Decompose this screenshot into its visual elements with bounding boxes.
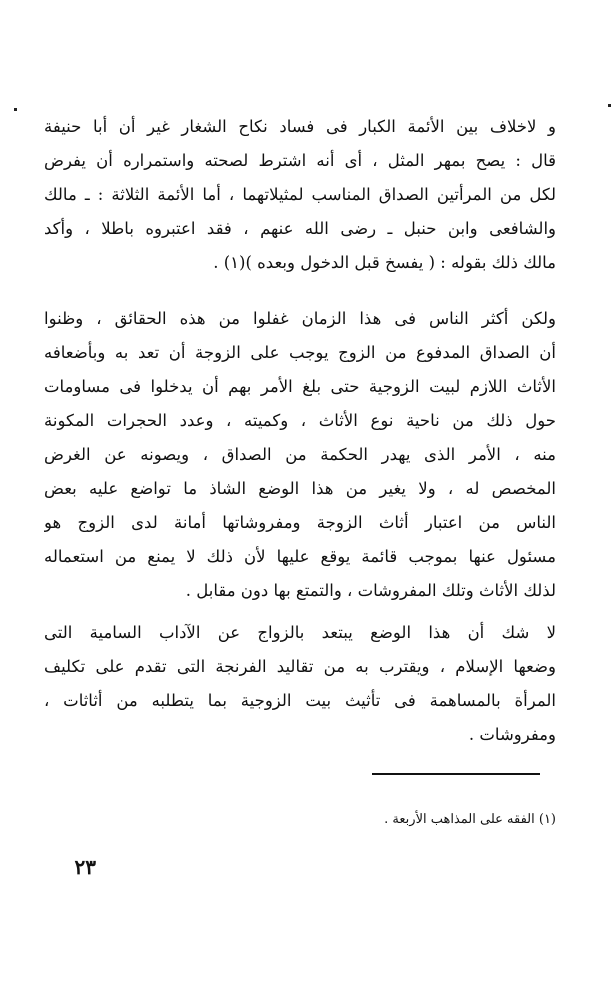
footnote-divider [372, 773, 540, 775]
text-line: أن الصداق المدفوع من الزوج يوجب على الزوجة أن تعد به وبأضعافه [44, 343, 556, 362]
text-line: منه ، الأمر الذى يهدر الحكمة من الصداق ، ويصونه عن الغرض [44, 445, 556, 464]
text-line: المخصص له ، ولا يغير من هذا الوضع الشاذ ما تواضع عليه بعض [44, 479, 556, 498]
paragraph-2 [44, 302, 556, 608]
text-line: مسئول عنها بموجب قائمة يوقع عليها لأن ذلك لا يمنع من استعماله [44, 547, 556, 566]
text-line: لذلك الأثاث وتلك المفروشات ، والتمتع بها دون مقابل . [185, 581, 556, 600]
footnote: (١) الفقه على المذاهب الأربعة . [384, 812, 556, 827]
text-line: والشافعى وابن حنبل ـ رضى الله عنهم ، فقد اعتبروه باطلا ، وأكد [44, 219, 556, 238]
text-line: الأثاث اللازم لبيت الزوجية حتى بلغ الأمر بهم أن يدخلوا فى مساومات [44, 377, 556, 396]
text-line: لا شك أن هذا الوضع يبتعد بالزواج عن الآداب السامية التى [44, 623, 556, 642]
text-line: قال : يصح بمهر المثل ، أى أنه اشترط لصحته واستمراره أن يفرض [44, 151, 556, 170]
text-line: مالك ذلك بقوله : ( يفسخ قبل الدخول وبعده )(١) . [213, 253, 556, 272]
text-line: حول ذلك من ناحية نوع الأثاث ، وكميته ، وعدد الحجرات المكونة [44, 411, 556, 430]
text-line: الناس من اعتبار أثاث الزوجة ومفروشاتها أمانة لدى الزوج هو [44, 513, 556, 532]
text-line: لكل من المرأتين الصداق المناسب لمثيلاتهما ، أما الأئمة الثلاثة : ـ مالك [44, 185, 556, 204]
text-line: وضعها الإسلام ، ويقترب به من تقاليد الفرنجة التى تقدم على تكليف [44, 657, 556, 676]
scan-speck [14, 108, 17, 111]
paragraph-1 [44, 110, 556, 280]
text-line: المرأة بالمساهمة فى تأثيث بيت الزوجية بما يتطلبه من أثاثات ، [44, 691, 556, 710]
paragraph-3 [44, 616, 556, 752]
text-line: ولكن أكثر الناس فى هذا الزمان غفلوا من هذه الحقائق ، وظنوا [44, 309, 556, 328]
scan-speck [608, 104, 611, 107]
text-line: و لاخلاف بين الأئمة الكبار فى فساد نكاح الشغار غير أن أبا حنيفة [44, 117, 556, 136]
page-number: ٢٣ [74, 855, 96, 879]
text-line: ومفروشات . [468, 725, 556, 744]
